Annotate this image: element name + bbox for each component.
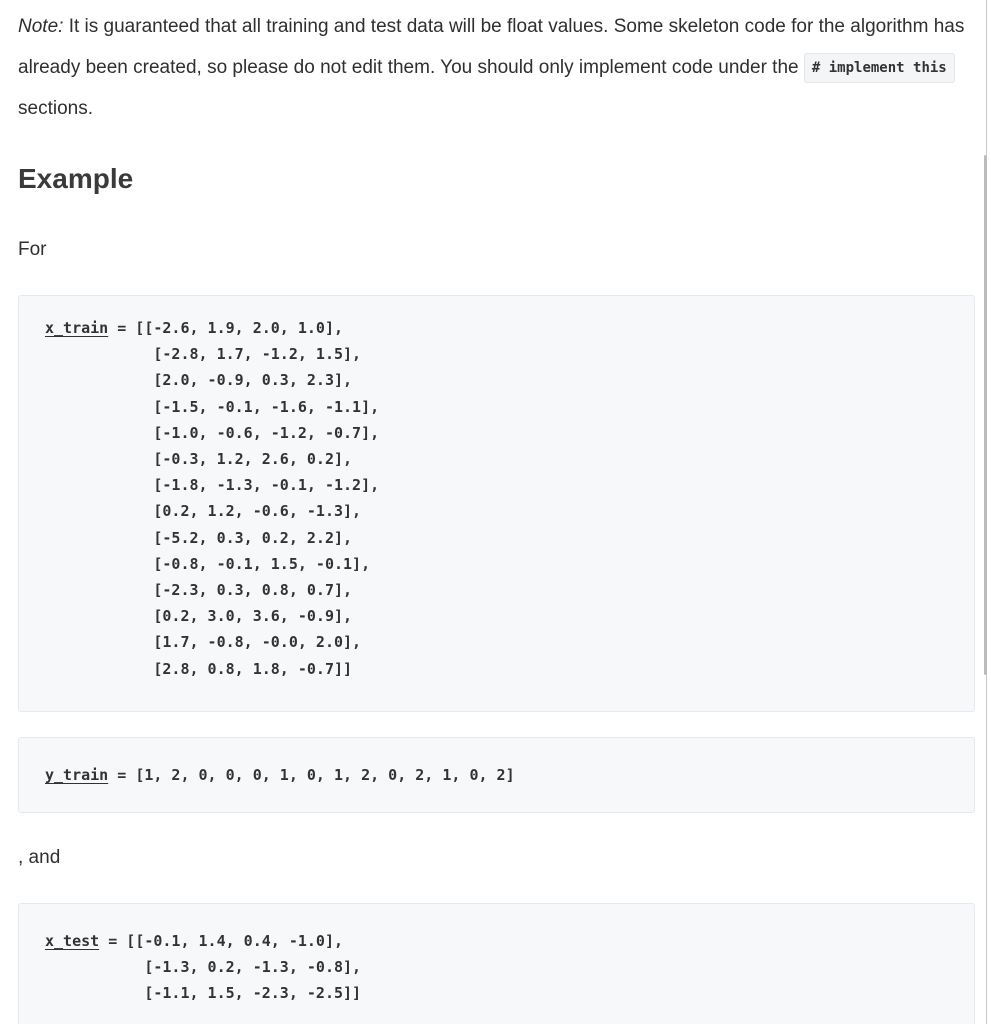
x-train-row: [-2.6, 1.9, 2.0, 1.0], [144,319,344,337]
y-train-var: y_train [45,766,109,784]
and-text: , and [18,847,61,868]
y-train-code-block [18,737,975,813]
note-text-after-code: sections. [18,98,93,119]
note-paragraph [18,6,983,129]
x-train-row: [-0.8, -0.1, 1.5, -0.1], [153,554,371,573]
y-train-code [45,762,515,788]
x-train-row: [2.8, 0.8, 1.8, -0.7]] [153,659,353,678]
implement-this-code: # implement this [804,53,955,83]
for-text: For [18,239,47,260]
x-test-code [45,928,361,1007]
note-text-before-code: It is guaranteed that all training and test data will be float values. Some skeleton code for the algorithm has already been created, so please do not edit them. You should only implement code under the [18,16,965,78]
x-train-row: [1.7, -0.8, -0.0, 2.0], [153,633,362,652]
x-test-row: [-1.1, 1.5, -2.3, -2.5]] [144,984,362,1003]
x-test-row: [-0.1, 1.4, 0.4, -1.0], [135,932,344,950]
x-train-row: [-1.8, -1.3, -0.1, -1.2], [153,476,380,495]
x-test-code-block [18,903,975,1024]
x-train-row: [-2.8, 1.7, -1.2, 1.5], [153,345,362,364]
x-test-var: x_test [45,932,100,950]
x-train-row: [2.0, -0.9, 0.3, 2.3], [153,371,353,390]
y-train-value: [1, 2, 0, 0, 0, 1, 0, 1, 2, 0, 2, 1, 0, 2] [135,766,515,784]
x-train-row: [-5.2, 0.3, 0.2, 2.2], [153,528,353,547]
example-heading: Example [18,163,134,194]
x-train-row: [-1.0, -0.6, -1.2, -0.7], [153,423,380,442]
x-train-row: [-0.3, 1.2, 2.6, 0.2], [153,450,353,469]
x-train-row: [-2.3, 0.3, 0.8, 0.7], [153,581,353,600]
x-train-code-block [18,295,975,712]
x-test-row: [-1.3, 0.2, -1.3, -0.8], [144,958,362,977]
x-train-row: [-1.5, -0.1, -1.6, -1.1], [153,397,380,416]
page-scrollbar[interactable] [986,0,987,1024]
x-train-row: [0.2, 3.0, 3.6, -0.9], [153,607,353,626]
x-train-row: [0.2, 1.2, -0.6, -1.3], [153,502,362,521]
note-label: Note: [18,16,64,37]
y-train-assign: = [108,766,136,784]
x-train-assign: = [ [108,319,145,337]
x-train-code [45,315,379,682]
x-train-var: x_train [45,319,109,337]
x-test-assign: = [ [99,932,136,950]
